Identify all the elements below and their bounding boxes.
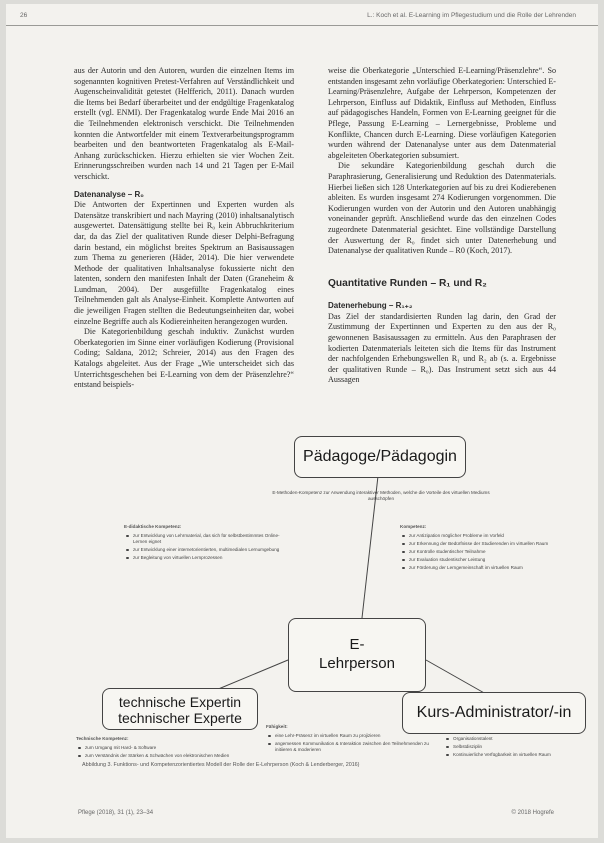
bullet-item: zur Antizipation möglicher Probleme im Vorfeld	[406, 533, 580, 539]
bottom-right-block	[444, 736, 578, 760]
methods-note: E-Methoden-Kompetenz zur Anwendung interaktiver Methoden, welche die Vorteile des virtuellen Mediums ausschöpfen	[272, 490, 490, 501]
box-paedagoge: Pädagoge/Pädagogin	[294, 436, 466, 478]
left-competence-block	[124, 524, 284, 563]
bullet-item: angemessen Kommunikation & Interaktion zwischen den Teilnehmenden zu initiieren & moderieren	[272, 741, 436, 753]
paper-page	[6, 4, 598, 838]
bullet-item: zur Förderung der Lerngemeinschaft im virtuellen Raum	[406, 565, 580, 571]
page-number: 26	[20, 12, 28, 19]
bullet-item: zur Kontrolle studentischer Teilnahme	[406, 549, 580, 555]
bullet-item: Organisationstalent	[450, 736, 578, 742]
footer-copyright: © 2018 Hogrefe	[511, 810, 554, 816]
bottom-left-block	[76, 736, 244, 761]
bottom-center-title: Fähigkeit:	[266, 724, 288, 729]
paragraph: Die sekundäre Kategorienbildung geschah durch die Paraphrasierung, Generalisierung und Reduktion des Datenmaterials. Hierbei ließen sich 128 Unterkategorien auf bis zu drei Kodierebenen ableiten. Es wurden insgesamt 274 Kodierungen vorgenommen. Die Kodierungen wurden von der Autorin und den Autoren unabhängig voneinander geprüft. Anschließend wurde das den einzelnen Codes zugeordnete Datenmaterial gesichtet. Eine vollständige Darstellung der Auswertung der R₀ findet sich unter Datenerhebung und Datenanalyse der qualitativen Runde – R0 (Koch, 2017).	[328, 161, 556, 256]
section-heading: Datenerhebung – R₁₊₂	[328, 301, 413, 311]
paragraph: Die Kategorienbildung geschah induktiv. Zunächst wurden Oberkategorien im Sinne einer vorläufigen Kodierung (Provisional Coding; Saldana, 2012; Schreier, 2014) aus den Fragen des Katalogs abgeleitet. Aus der Frage „Wie unterscheidet sich das Unterrichtsgeschehen bei E-Learning von dem der Präsenzlehre?“ entstand beispiels-	[74, 327, 294, 390]
bullet-item: zur Begleitung von virtuellen Lernprozessen	[130, 555, 284, 561]
bullet-item: zur Evaluation studentischer Leistung	[406, 557, 580, 563]
tech-label-2: technischer Experte	[118, 710, 242, 726]
figure-role-model	[66, 428, 586, 768]
lehrperson-prefix: E-	[349, 636, 365, 653]
paragraph: Das Ziel der standardisierten Runden lag darin, den Grad der Zustimmung der Expertinnen und Experten zu den aus der R₀ gewonnenen Basisaussagen zu ermitteln. Aus den Paraphrasen der kodierten Datenmaterials leiteten sich die Items für das Instrument der nachfolgenden Erhebungswellen R₁ und R₂ ab (s. a. Ergebnisse der qualitativen Runde – R₀). Das Instrument setzt sich aus 44 Aussagen	[328, 311, 556, 385]
bottom-center-block	[266, 724, 436, 755]
section-title: Quantitative Runden – R₁ und R₂	[328, 277, 487, 289]
bottom-right-list	[444, 736, 578, 758]
bullet-item: zur Entwicklung von Lehrmaterial, das sich für selbstbestimmtes Online-Lernen eignet	[130, 533, 284, 545]
right-column	[328, 66, 556, 386]
left-block-title: E-didaktische Kompetenz:	[124, 524, 182, 529]
right-block-list	[400, 533, 580, 571]
bullet-item: Kontinuierliche Verfügbarkeit im virtuellen Raum	[450, 752, 578, 758]
paragraph: aus der Autorin und den Autoren, wurden die einzelnen Items im sogenannten kognitiven Pretest-Verfahren auf Verständlichkeit und Augenscheinvalidität getestet (Helfferich, 2011). Danach wurden die Items bei Bedarf überarbeitet und der endgültige Fragenkatalog erstellt (vgl. ENMI). Der Fragenkatalog wurde Ende Mai 2016 an die Teilnehmenden elektronisch verschickt. Die Teilnehmenden konnten die Antwortfelder mit einem Textverarbeitungsprogramm bearbeiten und den beantworteten Fragenkatalog als E-Mail-Anhang zurückschicken. Hierzu erhielten sie vier Wochen Zeit. Erinnerungsschreiben wurden nach 14 und 21 Tagen per E-Mail verschickt.	[74, 66, 294, 181]
lehrperson-label: Lehrperson	[319, 655, 395, 672]
bullet-item: eine Lehr-Präsenz im virtuellen Raum zu projizieren	[272, 733, 436, 739]
left-column	[74, 66, 294, 391]
section-heading: Datenanalyse – R₀	[74, 189, 144, 199]
bullet-item: Selbstdisziplin	[450, 744, 578, 750]
bottom-center-list	[266, 733, 436, 753]
tech-label-1: technische Expertin	[118, 694, 242, 710]
running-header	[6, 11, 598, 26]
bullet-item: zur Erkennung der Bedürfnisse der Studierenden im virtuellen Raum	[406, 541, 580, 547]
running-title: L.: Koch et al. E-Learning im Pflegestudium und die Rolle der Lehrenden	[367, 12, 576, 19]
bullet-item: zur Entwicklung einer internetorientierten, multimedialen Lernumgebung	[130, 547, 284, 553]
connector-kurs	[426, 660, 486, 694]
paragraph: weise die Oberkategorie „Unterschied E-Learning/Präsenzlehre“. So entstanden insgesamt zehn vorläufige Oberkategorien: Unterschied E-Learning/Präsenzlehre, Aufgabe der Lehrperson, Kompetenzen der Lehrperson, Einfluss auf Didaktik, Einfluss auf Methoden, Einfluss auf pädagogisches Handeln, Formen von E-Learning geeignet für die Pflege, Passung E-Learning – Lernergebnisse, Probleme und Konflikte, Chancen durch E-Learning. Diese vorläufigen Kategorien wurden während der Datenanalyse unter aus dem Datenmaterial abgeleiteten Oberkategorien subsumiert.	[328, 66, 556, 160]
figure-caption: Abbildung 3. Funktions- und Kompetenzorientiertes Modell der Rolle der E-Lehrperson (Koch & Lenderberger, 2016)	[82, 762, 360, 768]
right-block-title: Kompetenz:	[400, 524, 427, 529]
box-lehrperson	[288, 618, 426, 692]
box-technical-expert	[102, 688, 258, 730]
box-course-admin: Kurs-Administrator/-in	[402, 692, 586, 734]
connector-tech	[216, 660, 288, 690]
bottom-left-title: Technische Kompetenz:	[76, 736, 129, 741]
footer-citation: Pflege (2018), 31 (1), 23–34	[78, 810, 154, 816]
bullet-item: zum Umgang mit Hard- & Software	[82, 745, 244, 751]
bottom-left-list	[76, 745, 244, 759]
left-block-list	[124, 533, 284, 561]
bullet-item: zum Verständnis der Stärken & Schwächen von elektronischen Medien	[82, 753, 244, 759]
paragraph: Die Antworten der Expertinnen und Experten wurden als Datensätze transkribiert und nach Mayring (2010) inhaltsanalytisch ausgewertet. Datensättigung stellte bei R₀ kein Abbruchkriterium dar, da das Ziel der qualitativen Runde dieser Delphi-Befragung darin bestand, ein möglichst breites Spektrum an Basisaussagen zum Thema zu generieren (Häder, 2014). Die hier verwendete Methode der qualitativen Inhaltsanalyse fokussierte nicht den latenten, sondern den manifesten Inhalt der Daten (Graneheim & Lundman, 2004). Der ausgefüllte Fragenkatalog eines Teilnehmenden galt als Analyse-Einheit. Komplette Antworten auf die jeweiligen Fragen stellten die Bedeutungseinheiten dar, wobei einzelne Begriffe auch als Kodiereinheiten herangezogen wurden.	[74, 200, 294, 326]
right-competence-block	[400, 524, 580, 573]
